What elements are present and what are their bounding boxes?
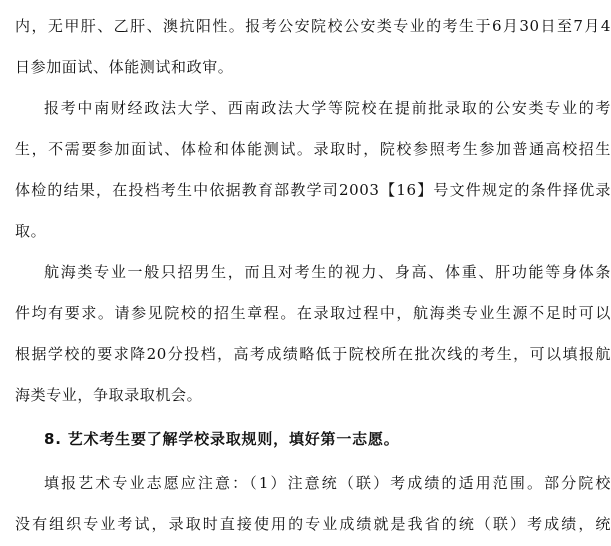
text-line-8: 件均有要求。请参见院校的招生章程。在录取过程中，航海类专业生源不足时可以 bbox=[15, 304, 611, 322]
text-line-1: 内，无甲肝、乙肝、澳抗阳性。报考公安院校公安类专业的考生于6月30日至7月4 bbox=[15, 17, 611, 35]
text-line-9: 根据学校的要求降20分投档，高考成绩略低于院校所在批次线的考生，可以填报航 bbox=[15, 345, 611, 363]
text-line-5: 体检的结果，在投档考生中依据教育部教学司2003【16】号文件规定的条件择优录 bbox=[15, 181, 611, 199]
text-line-13: 没有组织专业考试，录取时直接使用的专业成绩就是我省的统（联）考成绩，统 bbox=[15, 515, 611, 533]
text-line-6: 取。 bbox=[15, 222, 47, 240]
section-heading: 8. 艺术考生要了解学校录取规则，填好第一志愿。 bbox=[44, 430, 400, 448]
text-line-7: 航海类专业一般只招男生，而且对考生的视力、身高、体重、肝功能等身体条 bbox=[44, 263, 611, 281]
text-line-3: 报考中南财经政法大学、西南政法大学等院校在提前批录取的公安类专业的考 bbox=[44, 99, 611, 117]
text-line-2: 日参加面试、体能测试和政审。 bbox=[15, 58, 234, 76]
text-line-10: 海类专业，争取录取机会。 bbox=[15, 386, 203, 404]
text-line-12: 填报艺术专业志愿应注意：（1）注意统（联）考成绩的适用范围。部分院校 bbox=[44, 474, 611, 492]
text-line-4: 生，不需要参加面试、体检和体能测试。录取时，院校参照考生参加普通高校招生 bbox=[15, 140, 611, 158]
